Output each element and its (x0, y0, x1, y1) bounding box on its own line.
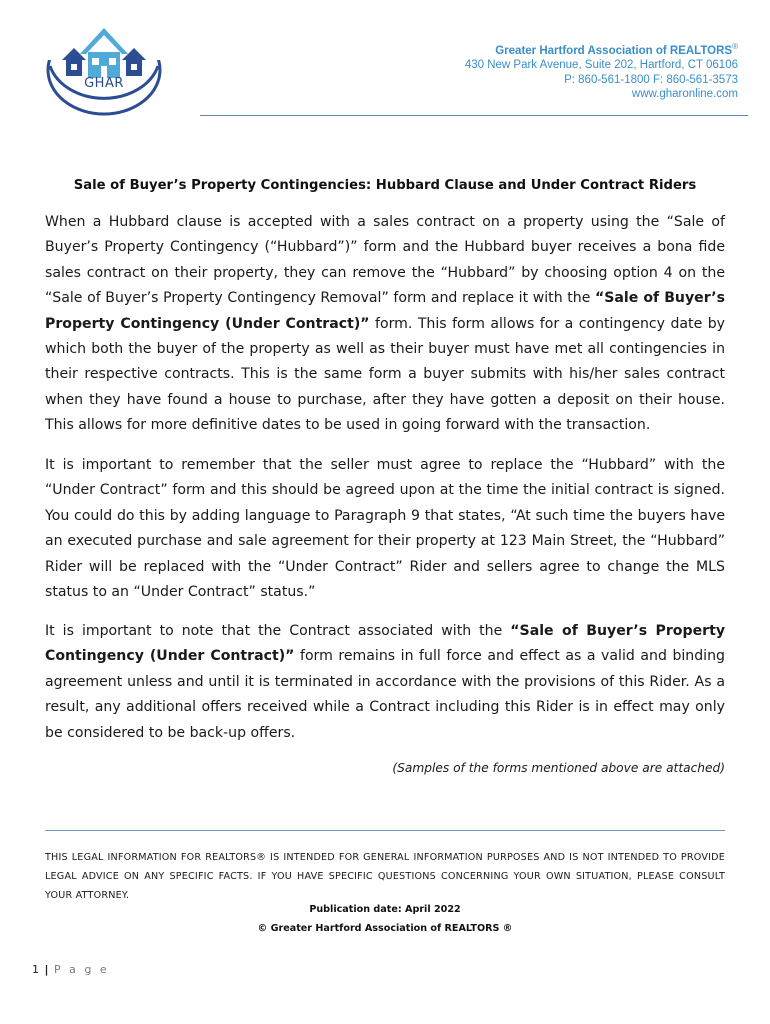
samples-note: (Samples of the forms mentioned above are attached) (392, 761, 725, 775)
ghar-logo (44, 20, 164, 118)
paragraph-2: It is important to remember that the seller must agree to replace the “Hubbard” with the “Under Contract” form and this should be agreed upon at the time the initial contract is signed. You could do this by adding language to Paragraph 9 that states, “At such time the buyers have an executed purchase and sale agreement for their property at 123 Main Street, the “Hubbard” Rider will be replaced with the “Under Contract” Rider and sellers agree to change the MLS status to an “Under Contract” status.” (45, 457, 725, 601)
org-website[interactable]: www.gharonline.com (631, 88, 738, 101)
org-phones: P: 860-561-1800 F: 860-561-3573 (564, 73, 738, 86)
org-contact-block (465, 40, 738, 102)
logo-text: GHAR (84, 76, 124, 91)
document-title: Sale of Buyer’s Property Contingencies: Hubbard Clause and Under Contract Riders (73, 178, 697, 193)
org-name: Greater Hartford Association of REALTORS® (495, 42, 738, 57)
paragraph-3: It is important to note that the Contract associated with the “Sale of Buyer’s Property Contingency (Under Contract)” form remains in full force and effect as a valid and binding agreement unless and until it is terminated in accordance with the provisions of this Rider. As a result, any additional offers received while a Contract including this Rider is in effect may only be considered to be back-up offers. (45, 623, 726, 741)
copyright-notice: © Greater Hartford Association of REALTORS ® (257, 923, 513, 934)
footer-divider (45, 830, 725, 831)
page-separator: | (44, 963, 49, 976)
paragraph-1: When a Hubbard clause is accepted with a sales contract on a property using the “Sale of Buyer’s Property Contingency (“Hubbard”)” form and the Hubbard buyer receives a bona fide sales contract on their property, they can remove the “Hubbard” by choosing option 4 on the “Sale of Buyer’s Property Contingency Removal” form and replace it with the “Sale of Buyer’s Property Contingency (Under Contract)” form. This form allows for a contingency date by which both the buyer of the property as well as their buyer must have met all contingencies in their respective contracts. This is the same form a buyer submits with his/her sales contract when they have found a house to purchase, after they have gotten a deposit on their house. This allows for more definitive dates to be used in going forward with the transaction. (45, 214, 725, 434)
page-number: 1 (32, 963, 39, 976)
publication-date: Publication date: April 2022 (309, 904, 461, 915)
legal-disclaimer: THIS LEGAL INFORMATION FOR REALTORS® IS INTENDED FOR GENERAL INFORMATION PURPOSES AND IS NOT INTENDED TO PROVIDE LEGAL ADVICE ON ANY SPECIFIC FACTS. IF YOU HAVE SPECIFIC QUESTIONS CONCERNING YOUR OWN SITUATION, PLEASE CONSULT YOUR ATTORNEY. (45, 852, 725, 901)
org-address: 430 New Park Avenue, Suite 202, Hartford, CT 06106 (464, 59, 738, 72)
page-label: P a g e (54, 963, 110, 976)
header-divider (200, 115, 748, 116)
page-footer (32, 963, 109, 976)
